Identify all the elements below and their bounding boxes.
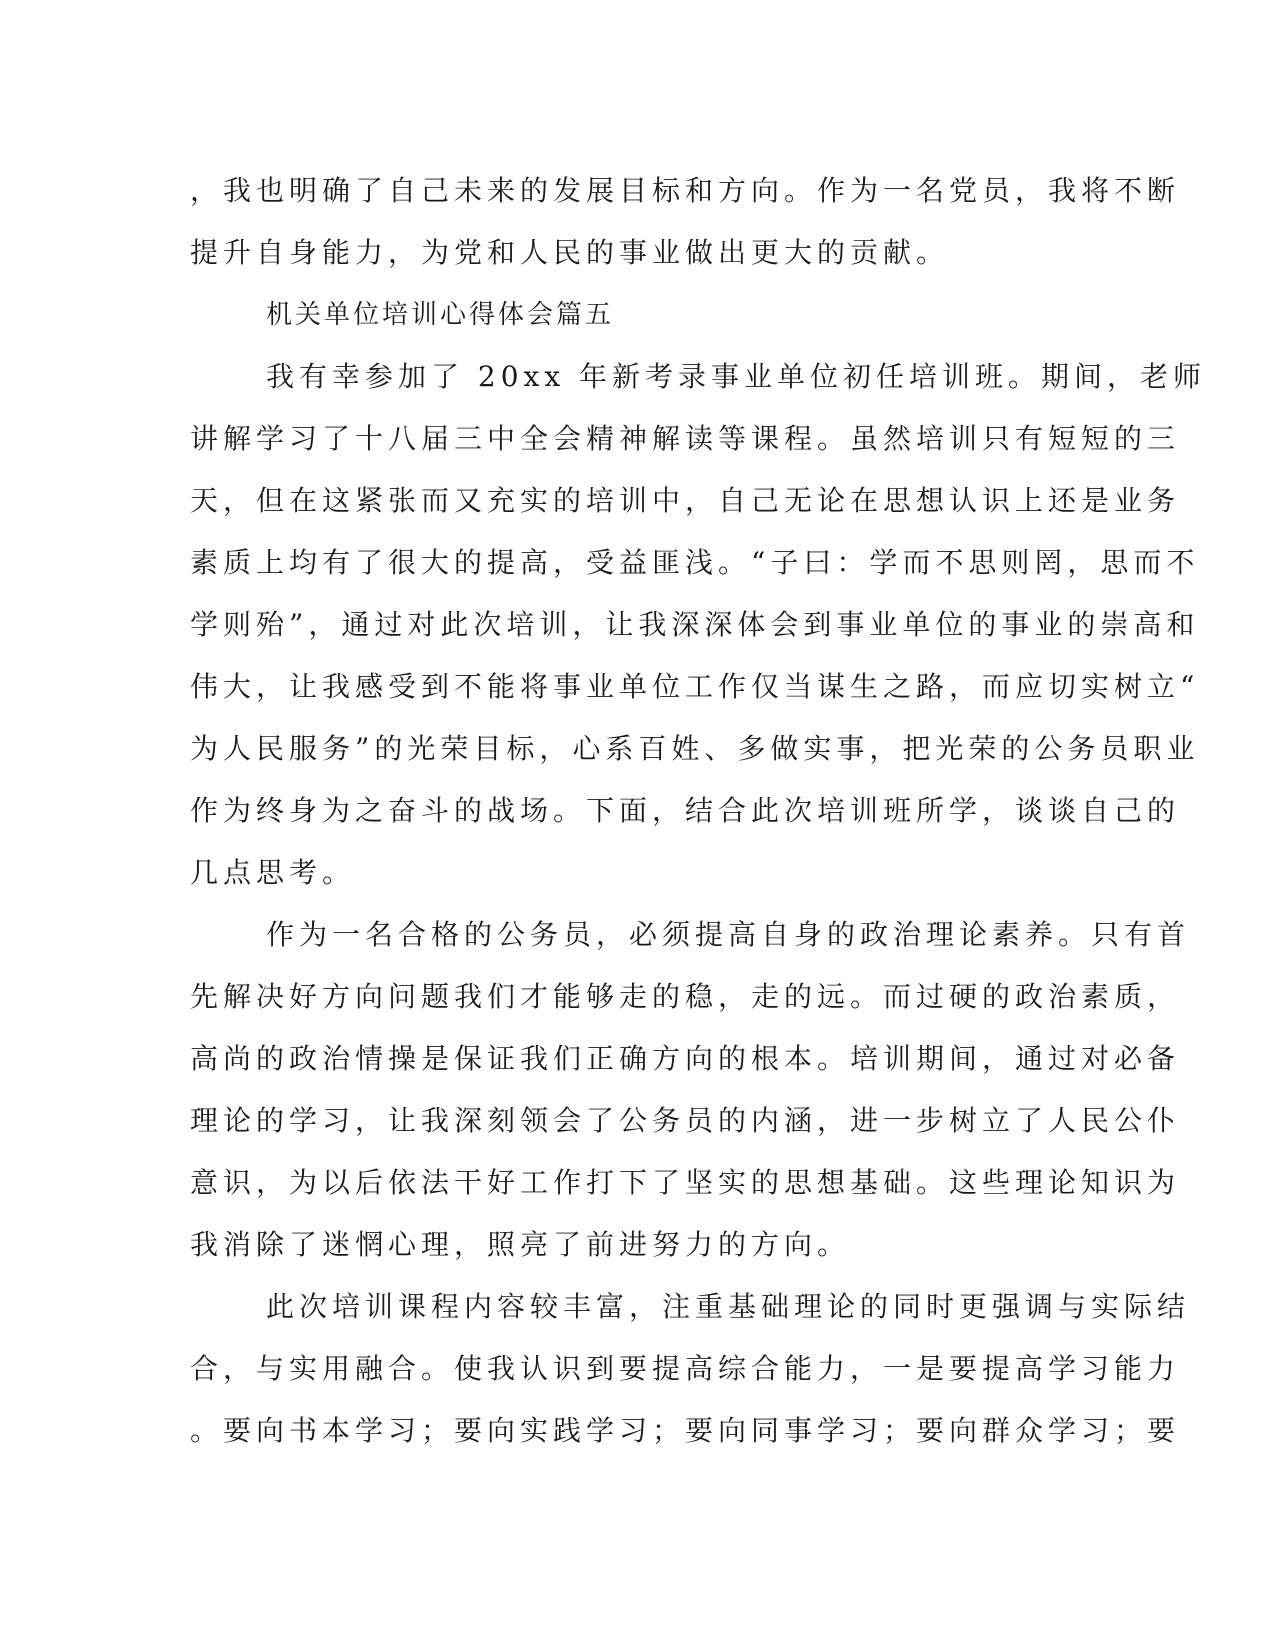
text-line: 合，与实用融合。使我认识到要提高综合能力，一是要提高学习能力 bbox=[190, 1352, 1181, 1385]
text-line: 提升自身能力，为党和人民的事业做出更大的贡献。 bbox=[190, 236, 950, 269]
text-line: 意识，为以后依法干好工作打下了坚实的思想基础。这些理论知识为 bbox=[190, 1166, 1181, 1199]
text-line: 天，但在这紧张而又充实的培训中，自己无论在思想认识上还是业务 bbox=[190, 484, 1181, 517]
text-line: 。要向书本学习；要向实践学习；要向同事学习；要向群众学习；要 bbox=[190, 1414, 1181, 1447]
text-line: 作为一名合格的公务员，必须提高自身的政治理论素养。只有首 bbox=[266, 918, 1191, 951]
text-line: 为人民服务”的光荣目标，心系百姓、多做实事，把光荣的公务员职业 bbox=[190, 732, 1200, 765]
text-line: 几点思考。 bbox=[190, 856, 356, 889]
text-line: 此次培训课程内容较丰富，注重基础理论的同时更强调与实际结 bbox=[266, 1290, 1191, 1323]
text-line: 讲解学习了十八届三中全会精神解读等课程。虽然培训只有短短的三 bbox=[190, 422, 1181, 455]
text-line: 伟大，让我感受到不能将事业单位工作仅当谋生之路，而应切实树立“ bbox=[190, 670, 1200, 703]
text-line: 我有幸参加了 20xx 年新考录事业单位初任培训班。期间，老师 bbox=[266, 360, 1207, 393]
text-line: 高尚的政治情操是保证我们正确方向的根本。培训期间，通过对必备 bbox=[190, 1042, 1181, 1075]
section-heading: 机关单位培训心得体会篇五 bbox=[266, 300, 615, 330]
text-line: 学则殆”，通过对此次培训，让我深深体会到事业单位的事业的崇高和 bbox=[190, 608, 1200, 641]
text-line: 我消除了迷惘心理，照亮了前进努力的方向。 bbox=[190, 1228, 851, 1261]
document-body bbox=[190, 160, 1207, 1462]
text-line: 先解决好方向问题我们才能够走的稳，走的远。而过硬的政治素质， bbox=[190, 980, 1181, 1013]
text-line: 素质上均有了很大的提高，受益匪浅。“子曰：学而不思则罔，思而不 bbox=[190, 546, 1200, 579]
text-line: ，我也明确了自己未来的发展目标和方向。作为一名党员，我将不断 bbox=[190, 174, 1181, 207]
text-line: 理论的学习，让我深刻领会了公务员的内涵，进一步树立了人民公仆 bbox=[190, 1104, 1181, 1137]
text-line: 作为终身为之奋斗的战场。下面，结合此次培训班所学，谈谈自己的 bbox=[190, 794, 1181, 827]
